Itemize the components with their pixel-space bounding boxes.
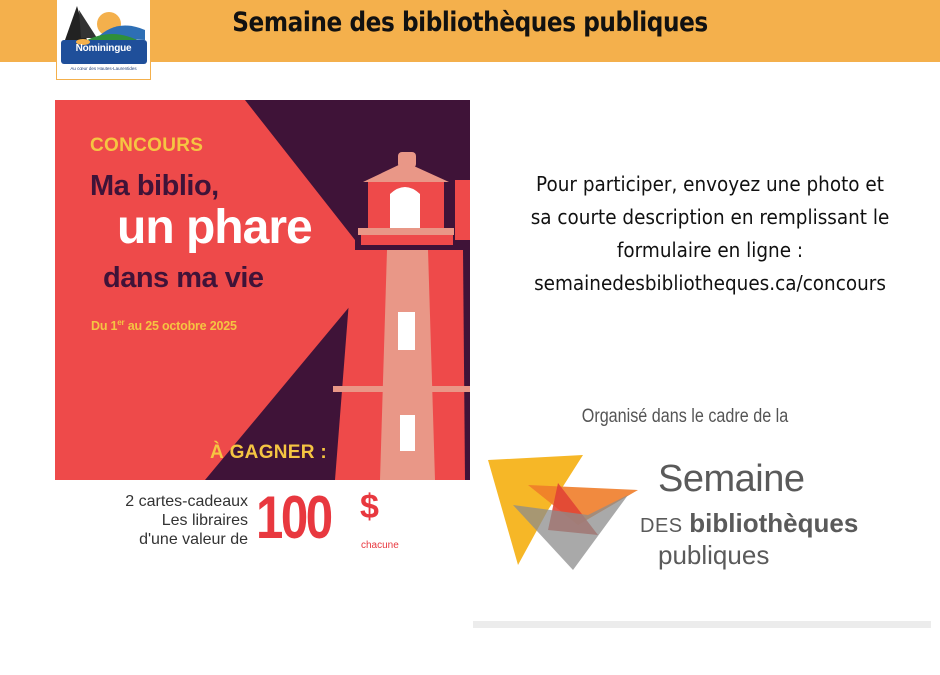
participation-instructions: Pour participer, envoyez une photo et sa courte description en remplissant le formulaire en ligne : semainedesbibliotheques.ca/concours bbox=[503, 168, 917, 300]
contest-dates: Du 1er au 25 octobre 2025 bbox=[91, 318, 237, 334]
prize-details bbox=[55, 480, 470, 560]
contest-url[interactable]: semainedesbibliotheques.ca/concours bbox=[534, 271, 886, 295]
page-title: Semaine des bibliothèques publiques bbox=[232, 7, 708, 38]
organized-label: Organisé dans le cadre de la bbox=[581, 406, 789, 427]
prize-each-label: chacune bbox=[361, 540, 399, 551]
prize-description: 2 cartes-cadeaux Les libraires d'une valeur de bbox=[125, 493, 248, 548]
contest-label: CONCOURS bbox=[90, 135, 204, 156]
headline-line-2: un phare bbox=[117, 201, 312, 254]
sbp-wordmark-publiques: publiques bbox=[658, 540, 770, 570]
municipality-logo[interactable] bbox=[56, 0, 151, 80]
prize-amount: 100 bbox=[256, 484, 331, 551]
logo-name: Nominingue bbox=[75, 43, 132, 54]
sbp-wordmark-bibliotheques: DES bibliothèques bbox=[640, 508, 859, 538]
prize-currency: $ bbox=[360, 488, 379, 526]
logo-tagline: Au cœur des Hautes-Laurentides bbox=[70, 66, 137, 71]
contest-poster[interactable] bbox=[55, 100, 470, 480]
sbp-wordmark-semaine: Semaine bbox=[658, 458, 805, 500]
headline-line-1: Ma biblio, bbox=[90, 170, 219, 202]
divider bbox=[473, 621, 931, 628]
sbp-logo-icon bbox=[488, 455, 648, 575]
prize-heading: À GAGNER : bbox=[210, 442, 327, 463]
headline-line-3: dans ma vie bbox=[103, 262, 264, 294]
